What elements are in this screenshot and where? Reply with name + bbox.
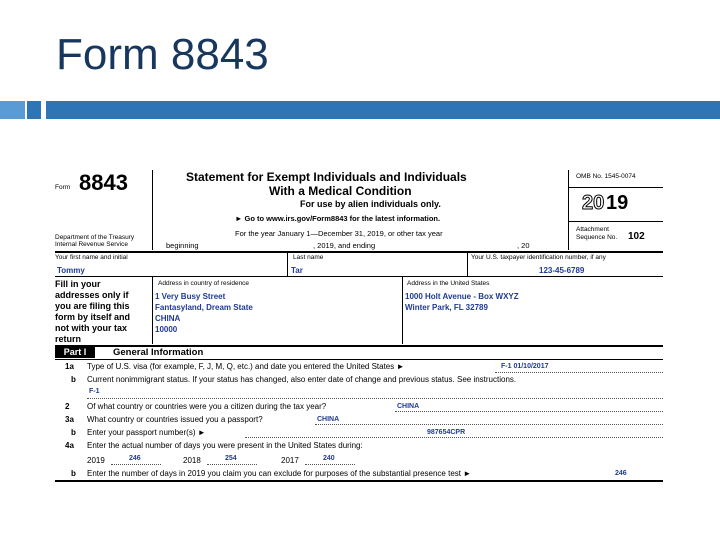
form-word: Form — [55, 184, 71, 191]
addr-country-line1: 1 Very Busy Street — [155, 292, 226, 301]
tin-value: 123-45-6789 — [539, 266, 585, 275]
q4a-text: Enter the actual number of days you were present in the United States during: — [87, 441, 363, 450]
accent-bar-left — [0, 101, 25, 119]
q1b-text: Current nonimmigrant status. If your status has changed, also enter date of change and previous status. See instructions. — [87, 375, 517, 384]
q2-text: Of what country or countries were you a citizen during the tax year? — [87, 402, 327, 411]
fill-in-line1: Fill in your — [55, 279, 101, 289]
sequence-label: Sequence No. — [576, 234, 618, 241]
tax-year-line: For the year January 1—December 31, 2019, or other tax year — [235, 229, 443, 238]
q3b-text: Enter your passport number(s) ► — [87, 428, 206, 437]
addr-us-label: Address in the United States — [407, 280, 490, 287]
beginning-label: beginning — [166, 241, 199, 250]
accent-bar-middle — [27, 101, 41, 119]
days-2017-value: 240 — [323, 455, 335, 462]
q3b-value: 987654CPR — [427, 429, 466, 436]
year-20-label: , 20 — [517, 241, 530, 250]
q2-number: 2 — [65, 402, 70, 411]
q1a-number: 1a — [65, 362, 74, 371]
q3b-letter: b — [71, 428, 76, 437]
q1b-letter: b — [71, 375, 76, 384]
fill-in-line6: return — [55, 334, 82, 344]
year-2017-label: 2017 — [281, 456, 299, 465]
first-name-label: Your first name and initial — [55, 254, 128, 261]
part-label: Part I — [55, 346, 95, 358]
q2-value: CHINA — [397, 403, 420, 410]
slide-title: Form 8843 — [56, 30, 269, 79]
days-2019-value: 246 — [129, 455, 141, 462]
sequence-number: 102 — [628, 231, 645, 242]
form-number: 8843 — [79, 170, 128, 195]
form-subtitle: For use by alien individuals only. — [300, 199, 441, 209]
q1b-value: F-1 — [89, 388, 100, 395]
year-2019-label: 2019 — [87, 456, 105, 465]
q4a-number: 4a — [65, 441, 74, 450]
fill-in-line3: you are filing this — [55, 301, 130, 311]
q3a-text: What country or countries issued you a passport? — [87, 415, 263, 424]
form-title-line1: Statement for Exempt Individuals and Individuals — [186, 170, 467, 184]
q4b-value: 246 — [615, 470, 627, 477]
q3a-number: 3a — [65, 415, 74, 424]
q1a-value: F-1 01/10/2017 — [501, 363, 549, 370]
last-name-label: Last name — [293, 254, 324, 261]
form-title-line2: With a Medical Condition — [269, 184, 412, 198]
tax-year-outline: 20 — [582, 192, 605, 214]
fill-in-line2: addresses only if — [55, 290, 129, 300]
tax-year-bold: 19 — [606, 192, 629, 214]
days-2018-value: 254 — [225, 455, 237, 462]
addr-country-line3: CHINA — [155, 314, 181, 323]
attachment-label: Attachment — [576, 226, 609, 233]
q4b-letter: b — [71, 469, 76, 478]
accent-bar-main — [46, 101, 720, 119]
fill-in-line4: form by itself and — [55, 312, 131, 322]
addr-country-line2: Fantasyland, Dream State — [155, 303, 253, 312]
first-name-value: Tommy — [57, 266, 85, 275]
addr-us-line1: 1000 Holt Avenue - Box WXYZ — [405, 292, 519, 301]
year-2018-label: 2018 — [183, 456, 201, 465]
dept-line1: Department of the Treasury — [55, 234, 135, 241]
part-title: General Information — [113, 347, 204, 358]
q4b-text: Enter the number of days in 2019 you claim you can exclude for purposes of the substantial presence test ► — [87, 469, 472, 478]
fill-in-line5: not with your tax — [55, 323, 127, 333]
omb-number: OMB No. 1545-0074 — [576, 173, 636, 180]
last-name-value: Tar — [291, 266, 303, 275]
addr-country-line4: 10000 — [155, 325, 178, 334]
tin-label: Your U.S. taxpayer identification number, if any — [471, 254, 606, 261]
and-ending-label: , 2019, and ending — [313, 241, 376, 250]
form-8843-image — [55, 168, 663, 482]
dept-line2: Internal Revenue Service — [55, 241, 128, 248]
goto-line: ► Go to www.irs.gov/Form8843 for the latest information. — [235, 214, 441, 223]
addr-us-line2: Winter Park, FL 32789 — [405, 303, 488, 312]
q1a-text: Type of U.S. visa (for example, F, J, M, Q, etc.) and date you entered the United States ► — [87, 362, 405, 371]
addr-country-label: Address in country of residence — [158, 280, 250, 287]
q3a-value: CHINA — [317, 416, 340, 423]
